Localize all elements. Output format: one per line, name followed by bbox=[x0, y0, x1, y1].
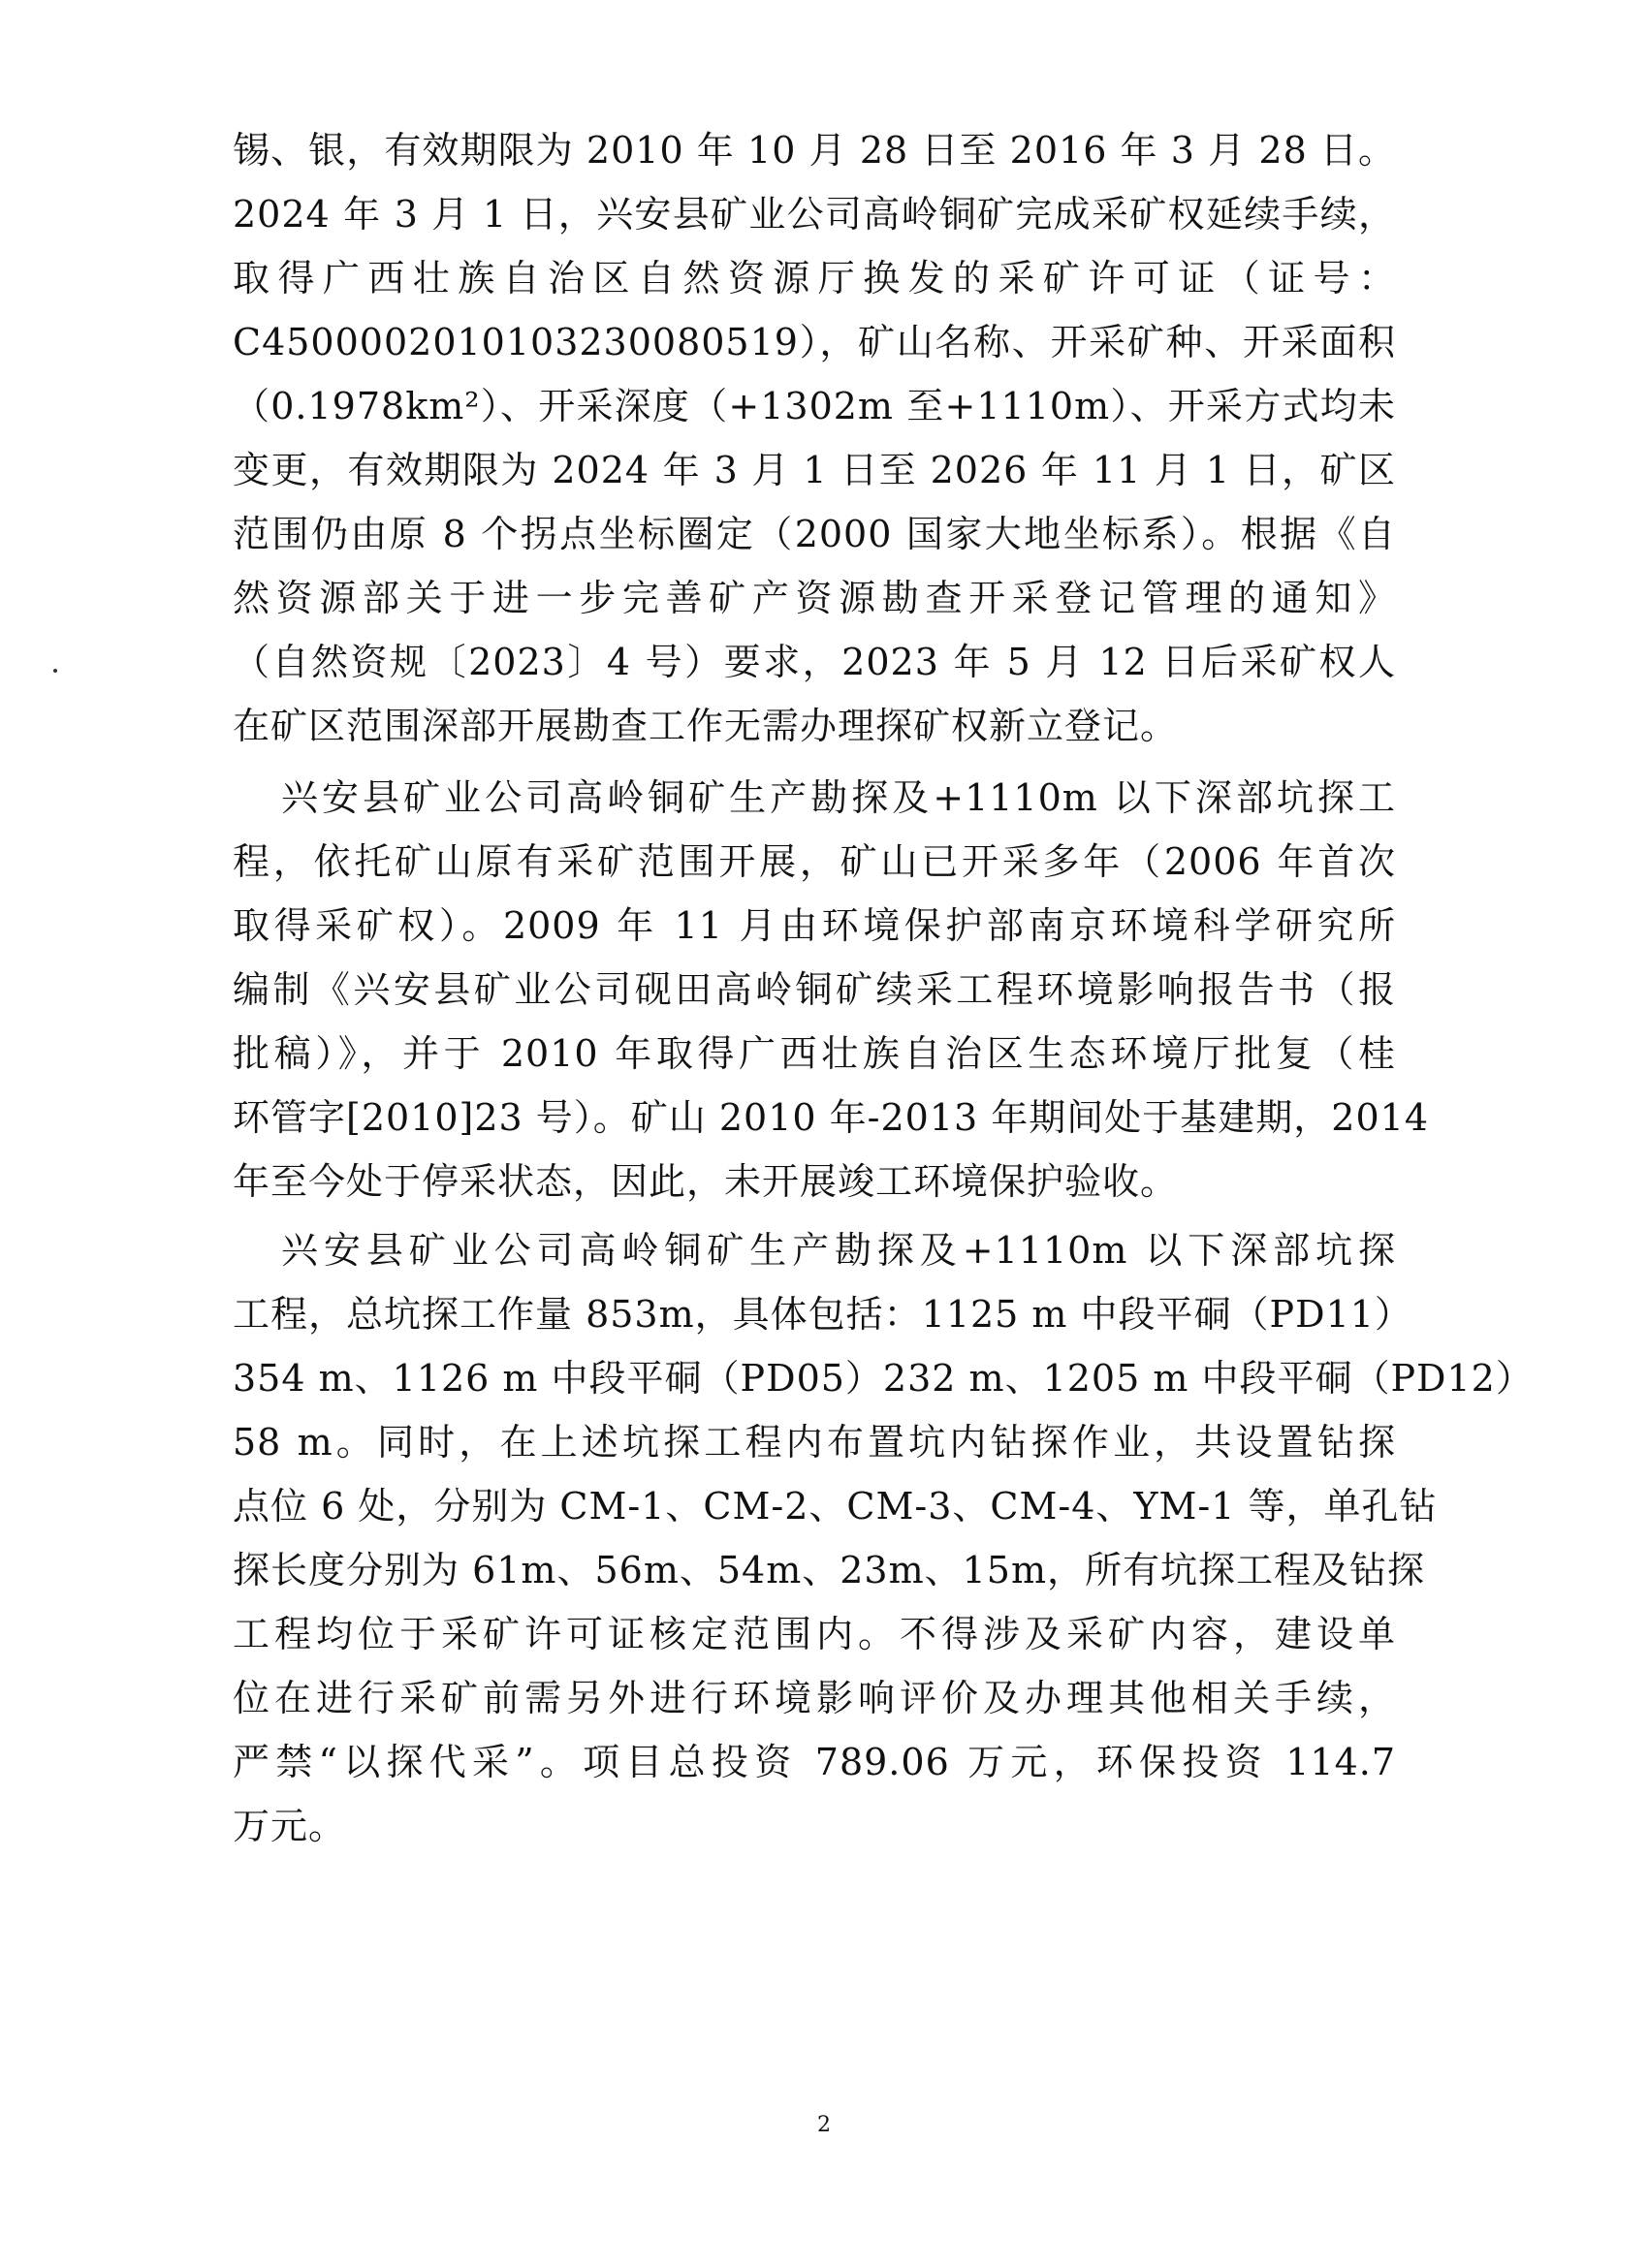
paragraph-1-line-2: 2024 年 3 月 1 日，兴安县矿业公司高岭铜矿完成采矿权延续手续， bbox=[233, 193, 1396, 236]
paragraph-3-line-1: 兴安县矿业公司高岭铜矿生产勘探及+1110m 以下深部坑探 bbox=[281, 1229, 1396, 1272]
paragraph-2-line-3: 取得采矿权）。2009 年 11 月由环境保护部南京环境科学研究所 bbox=[233, 904, 1396, 947]
paragraph-1-line-9: （自然资规〔2023〕4 号）要求，2023 年 5 月 12 日后采矿权人 bbox=[233, 641, 1396, 683]
paragraph-2-line-1: 兴安县矿业公司高岭铜矿生产勘探及+1110m 以下深部坑探工 bbox=[281, 776, 1396, 819]
paragraph-1-line-4: C4500002010103230080519），矿山名称、开采矿种、开采面积 bbox=[233, 321, 1396, 363]
paragraph-1-line-5: （0.1978km²）、开采深度（+1302m 至+1110m）、开采方式均未 bbox=[233, 385, 1396, 427]
paragraph-1-line-7: 范围仍由原 8 个拐点坐标圈定（2000 国家大地坐标系）。根据《自 bbox=[233, 513, 1396, 555]
paragraph-3-line-4: 58 m。同时，在上述坑探工程内布置坑内钻探作业，共设置钻探 bbox=[233, 1421, 1396, 1464]
paragraph-3-line-6: 探长度分别为 61m、56m、54m、23m、15m，所有坑探工程及钻探 bbox=[233, 1549, 1426, 1591]
paragraph-1-line-10: 在矿区范围深部开展勘查工作无需办理探矿权新立登记。 bbox=[233, 705, 1179, 747]
paragraph-3-line-3: 354 m、1126 m 中段平硐（PD05）232 m、1205 m 中段平硐（PD12） bbox=[233, 1357, 1534, 1400]
paragraph-1-line-1: 锡、银，有效期限为 2010 年 10 月 28 日至 2016 年 3 月 28 日。 bbox=[233, 129, 1396, 172]
paragraph-1-line-3: 取得广西壮族自治区自然资源厅换发的采矿许可证（证号： bbox=[233, 257, 1396, 299]
paragraph-3-line-2: 工程，总坑探工作量 853m，具体包括：1125 m 中段平硐（PD11） bbox=[233, 1293, 1412, 1336]
paragraph-1-line-6: 变更，有效期限为 2024 年 3 月 1 日至 2026 年 11 月 1 日，矿区 bbox=[233, 449, 1396, 491]
paragraph-2-line-5: 批稿）》，并于 2010 年取得广西壮族自治区生态环境厅批复（桂 bbox=[233, 1032, 1396, 1075]
paragraph-3-line-9: 严禁“以探代采”。项目总投资 789.06 万元，环保投资 114.7 bbox=[233, 1741, 1396, 1783]
paragraph-2-line-4: 编制《兴安县矿业公司砚田高岭铜矿续采工程环境影响报告书（报 bbox=[233, 968, 1396, 1011]
scan-speck bbox=[53, 669, 57, 673]
paragraph-3-line-10: 万元。 bbox=[233, 1805, 347, 1847]
paragraph-3-line-5: 点位 6 处，分别为 CM-1、CM-2、CM-3、CM-4、YM-1 等，单孔钻 bbox=[233, 1485, 1438, 1528]
paragraph-2-line-7: 年至今处于停采状态，因此，未开展竣工环境保护验收。 bbox=[233, 1160, 1179, 1203]
page-number: 2 bbox=[817, 2113, 831, 2137]
paragraph-1-line-8: 然资源部关于进一步完善矿产资源勘查开采登记管理的通知》 bbox=[233, 577, 1396, 619]
paragraph-3-line-7: 工程均位于采矿许可证核定范围内。不得涉及采矿内容，建设单 bbox=[233, 1613, 1396, 1655]
paragraph-2-line-6: 环管字[2010]23 号）。矿山 2010 年-2013 年期间处于基建期，2014 bbox=[233, 1096, 1429, 1139]
paragraph-2-line-2: 程，依托矿山原有采矿范围开展，矿山已开采多年（2006 年首次 bbox=[233, 840, 1396, 883]
paragraph-3-line-8: 位在进行采矿前需另外进行环境影响评价及办理其他相关手续， bbox=[233, 1677, 1396, 1719]
